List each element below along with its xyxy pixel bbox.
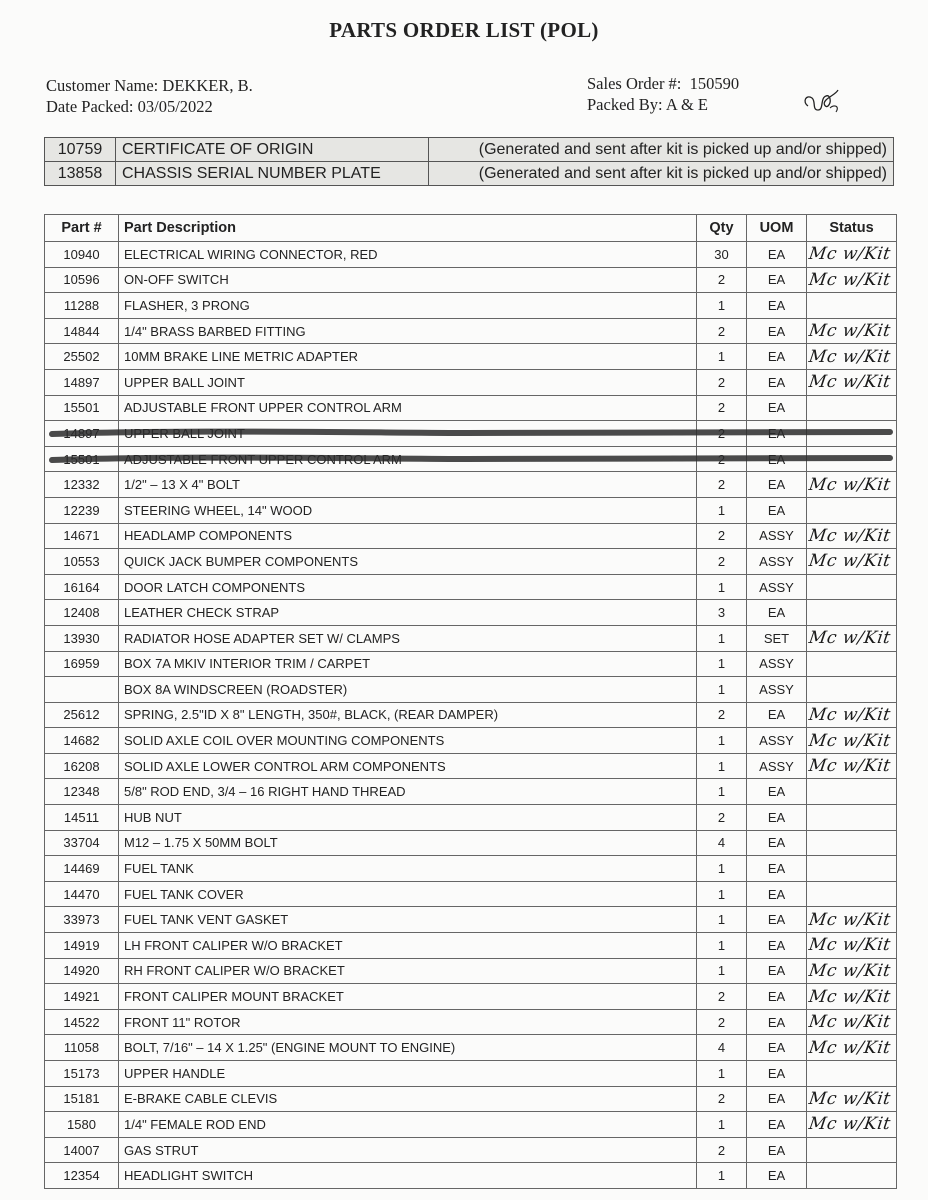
part-number-cell: 14469 (45, 856, 119, 882)
status-cell (807, 242, 897, 268)
table-row (45, 293, 897, 319)
unit-of-measure-cell: ASSY (747, 549, 807, 575)
quantity-cell: 1 (697, 344, 747, 370)
quantity-cell: 1 (697, 625, 747, 651)
part-description-cell: UPPER BALL JOINT (119, 369, 697, 395)
sales-order-label: Sales Order #: (587, 74, 682, 93)
col-header-qty: Qty (697, 215, 747, 242)
unit-of-measure-cell: EA (747, 344, 807, 370)
quantity-cell: 1 (697, 497, 747, 523)
handwritten-status: Mc w/Kit (807, 1114, 892, 1135)
unit-of-measure-cell: EA (747, 318, 807, 344)
table-row (45, 1163, 897, 1189)
unit-of-measure-cell: EA (747, 958, 807, 984)
unit-of-measure-cell: ASSY (747, 728, 807, 754)
unit-of-measure-cell: EA (747, 1061, 807, 1087)
part-number-cell: 10596 (45, 267, 119, 293)
unit-of-measure-cell: EA (747, 779, 807, 805)
status-cell (807, 753, 897, 779)
table-row (45, 1035, 897, 1061)
status-cell (807, 1061, 897, 1087)
customer-name-value: DEKKER, B. (162, 76, 253, 95)
unit-of-measure-cell: EA (747, 446, 807, 472)
part-number-cell: 12239 (45, 497, 119, 523)
status-cell (807, 369, 897, 395)
document-description: CERTIFICATE OF ORIGIN (116, 138, 429, 162)
quantity-cell: 2 (697, 805, 747, 831)
quantity-cell: 2 (697, 984, 747, 1010)
quantity-cell: 3 (697, 600, 747, 626)
table-row (45, 779, 897, 805)
part-number-cell: 14897 (45, 369, 119, 395)
unit-of-measure-cell: SET (747, 625, 807, 651)
unit-of-measure-cell: EA (747, 395, 807, 421)
status-cell (807, 984, 897, 1010)
status-cell (807, 933, 897, 959)
customer-name-label: Customer Name: (46, 76, 159, 95)
unit-of-measure-cell: EA (747, 1009, 807, 1035)
status-cell (807, 805, 897, 831)
handwritten-status: Mc w/Kit (807, 935, 892, 956)
quantity-cell: 1 (697, 958, 747, 984)
handwritten-status: Mc w/Kit (807, 244, 892, 265)
status-cell (807, 523, 897, 549)
unit-of-measure-cell: EA (747, 830, 807, 856)
part-number-cell: 15181 (45, 1086, 119, 1112)
part-description-cell: ELECTRICAL WIRING CONNECTOR, RED (119, 242, 697, 268)
part-description-cell: FRONT CALIPER MOUNT BRACKET (119, 984, 697, 1010)
part-number-cell: 14682 (45, 728, 119, 754)
table-row (45, 625, 897, 651)
quantity-cell: 2 (697, 1137, 747, 1163)
handwritten-status: Mc w/Kit (807, 346, 892, 367)
status-cell (807, 1137, 897, 1163)
status-cell (807, 293, 897, 319)
status-cell (807, 472, 897, 498)
quantity-cell: 1 (697, 1061, 747, 1087)
col-header-description: Part Description (119, 215, 697, 242)
order-info (587, 73, 739, 115)
document-note: (Generated and sent after kit is picked up and/or shipped) (429, 162, 894, 186)
quantity-cell: 30 (697, 242, 747, 268)
unit-of-measure-cell: ASSY (747, 523, 807, 549)
handwritten-status: Mc w/Kit (807, 628, 892, 649)
quantity-cell: 2 (697, 702, 747, 728)
part-description-cell: FUEL TANK COVER (119, 881, 697, 907)
part-description-cell: 1/4" FEMALE ROD END (119, 1112, 697, 1138)
document-part-number: 13858 (45, 162, 116, 186)
part-number-cell: 25612 (45, 702, 119, 728)
part-number-cell: 25502 (45, 344, 119, 370)
document-part-number: 10759 (45, 138, 116, 162)
part-description-cell: SOLID AXLE COIL OVER MOUNTING COMPONENTS (119, 728, 697, 754)
handwritten-status: Mc w/Kit (807, 551, 892, 572)
sales-order-value: 150590 (689, 74, 740, 93)
table-row (45, 933, 897, 959)
unit-of-measure-cell: EA (747, 1163, 807, 1189)
part-description-cell: ADJUSTABLE FRONT UPPER CONTROL ARM (119, 446, 697, 472)
part-number-cell: 16208 (45, 753, 119, 779)
part-description-cell: E-BRAKE CABLE CLEVIS (119, 1086, 697, 1112)
handwritten-status: Mc w/Kit (807, 986, 892, 1007)
unit-of-measure-cell: EA (747, 702, 807, 728)
handwritten-status: Mc w/Kit (807, 269, 892, 290)
table-row (45, 753, 897, 779)
status-cell (807, 267, 897, 293)
table-row (45, 805, 897, 831)
table-row (45, 984, 897, 1010)
document-row (45, 138, 894, 162)
table-row (45, 728, 897, 754)
handwritten-status: Mc w/Kit (807, 525, 892, 546)
table-row (45, 958, 897, 984)
part-number-cell: 11288 (45, 293, 119, 319)
unit-of-measure-cell: ASSY (747, 651, 807, 677)
col-header-part: Part # (45, 215, 119, 242)
status-cell (807, 958, 897, 984)
unit-of-measure-cell: EA (747, 805, 807, 831)
document-description: CHASSIS SERIAL NUMBER PLATE (116, 162, 429, 186)
quantity-cell: 1 (697, 881, 747, 907)
table-row (45, 369, 897, 395)
part-number-cell: 14007 (45, 1137, 119, 1163)
unit-of-measure-cell: ASSY (747, 753, 807, 779)
part-description-cell: UPPER HANDLE (119, 1061, 697, 1087)
part-number-cell: 14897 (45, 421, 119, 447)
table-row (45, 318, 897, 344)
table-row (45, 677, 897, 703)
status-cell (807, 574, 897, 600)
status-cell (807, 600, 897, 626)
part-description-cell: 5/8" ROD END, 3/4 – 16 RIGHT HAND THREAD (119, 779, 697, 805)
part-description-cell: SOLID AXLE LOWER CONTROL ARM COMPONENTS (119, 753, 697, 779)
quantity-cell: 2 (697, 395, 747, 421)
table-row (45, 651, 897, 677)
status-cell (807, 549, 897, 575)
unit-of-measure-cell: EA (747, 293, 807, 319)
part-description-cell: GAS STRUT (119, 1137, 697, 1163)
handwritten-status: Mc w/Kit (807, 474, 892, 495)
part-number-cell: 14919 (45, 933, 119, 959)
part-description-cell: HUB NUT (119, 805, 697, 831)
quantity-cell: 1 (697, 293, 747, 319)
part-description-cell: 1/2" – 13 X 4" BOLT (119, 472, 697, 498)
status-cell (807, 318, 897, 344)
table-row (45, 1009, 897, 1035)
table-row (45, 242, 897, 268)
status-cell (807, 677, 897, 703)
status-cell (807, 702, 897, 728)
handwritten-status: Mc w/Kit (807, 1037, 892, 1058)
quantity-cell: 1 (697, 856, 747, 882)
part-number-cell: 14921 (45, 984, 119, 1010)
page-title: PARTS ORDER LIST (POL) (329, 18, 599, 42)
packed-by-value: A & E (665, 95, 709, 114)
parts-header-row (45, 215, 897, 242)
unit-of-measure-cell: EA (747, 369, 807, 395)
part-number-cell: 12332 (45, 472, 119, 498)
part-description-cell: LH FRONT CALIPER W/O BRACKET (119, 933, 697, 959)
part-number-cell: 14671 (45, 523, 119, 549)
date-packed-value: 03/05/2022 (137, 97, 213, 116)
status-cell (807, 1086, 897, 1112)
quantity-cell: 1 (697, 933, 747, 959)
quantity-cell: 4 (697, 830, 747, 856)
part-number-cell: 13930 (45, 625, 119, 651)
table-row (45, 1112, 897, 1138)
unit-of-measure-cell: EA (747, 600, 807, 626)
part-description-cell: BOX 7A MKIV INTERIOR TRIM / CARPET (119, 651, 697, 677)
handwritten-status: Mc w/Kit (807, 372, 892, 393)
part-description-cell: LEATHER CHECK STRAP (119, 600, 697, 626)
part-number-cell: 12408 (45, 600, 119, 626)
quantity-cell: 1 (697, 677, 747, 703)
status-cell (807, 625, 897, 651)
part-number-cell: 15501 (45, 395, 119, 421)
col-header-uom: UOM (747, 215, 807, 242)
part-description-cell: STEERING WHEEL, 14" WOOD (119, 497, 697, 523)
table-row-struck (45, 446, 897, 472)
part-description-cell: BOLT, 7/16" – 14 X 1.25" (ENGINE MOUNT TO ENGINE) (119, 1035, 697, 1061)
table-row (45, 907, 897, 933)
handwritten-status: Mc w/Kit (807, 756, 892, 777)
part-number-cell: 14920 (45, 958, 119, 984)
status-cell (807, 1163, 897, 1189)
part-number-cell: 12348 (45, 779, 119, 805)
unit-of-measure-cell: EA (747, 1112, 807, 1138)
table-row (45, 600, 897, 626)
quantity-cell: 2 (697, 549, 747, 575)
document-row (45, 162, 894, 186)
status-cell (807, 344, 897, 370)
handwritten-status: Mc w/Kit (807, 321, 892, 342)
part-number-cell: 16959 (45, 651, 119, 677)
status-cell (807, 830, 897, 856)
part-number-cell: 14470 (45, 881, 119, 907)
quantity-cell: 2 (697, 369, 747, 395)
status-cell (807, 779, 897, 805)
quantity-cell: 1 (697, 728, 747, 754)
quantity-cell: 1 (697, 1163, 747, 1189)
part-number-cell: 33973 (45, 907, 119, 933)
unit-of-measure-cell: EA (747, 933, 807, 959)
part-description-cell: 1/4" BRASS BARBED FITTING (119, 318, 697, 344)
unit-of-measure-cell: EA (747, 1137, 807, 1163)
handwritten-status: Mc w/Kit (807, 704, 892, 725)
part-description-cell: QUICK JACK BUMPER COMPONENTS (119, 549, 697, 575)
document-note: (Generated and sent after kit is picked up and/or shipped) (429, 138, 894, 162)
quantity-cell: 1 (697, 574, 747, 600)
quantity-cell: 1 (697, 907, 747, 933)
documents-table (44, 137, 894, 186)
quantity-cell: 2 (697, 472, 747, 498)
quantity-cell: 4 (697, 1035, 747, 1061)
part-description-cell: FUEL TANK VENT GASKET (119, 907, 697, 933)
handwritten-status: Mc w/Kit (807, 1012, 892, 1033)
table-row (45, 267, 897, 293)
handwritten-initials-icon (800, 84, 844, 118)
part-description-cell: HEADLAMP COMPONENTS (119, 523, 697, 549)
part-number-cell (45, 677, 119, 703)
unit-of-measure-cell: EA (747, 421, 807, 447)
status-cell (807, 856, 897, 882)
table-row (45, 497, 897, 523)
status-cell (807, 1035, 897, 1061)
unit-of-measure-cell: EA (747, 1035, 807, 1061)
status-cell (807, 728, 897, 754)
part-description-cell: UPPER BALL JOINT (119, 421, 697, 447)
part-description-cell: FLASHER, 3 PRONG (119, 293, 697, 319)
status-cell (807, 446, 897, 472)
table-row (45, 395, 897, 421)
quantity-cell: 1 (697, 651, 747, 677)
status-cell (807, 497, 897, 523)
part-description-cell: ADJUSTABLE FRONT UPPER CONTROL ARM (119, 395, 697, 421)
quantity-cell: 2 (697, 318, 747, 344)
table-row (45, 472, 897, 498)
table-row (45, 702, 897, 728)
table-row (45, 549, 897, 575)
handwritten-status: Mc w/Kit (807, 1088, 892, 1109)
status-cell (807, 881, 897, 907)
table-row (45, 523, 897, 549)
table-row (45, 1137, 897, 1163)
part-description-cell: M12 – 1.75 X 50MM BOLT (119, 830, 697, 856)
table-row (45, 344, 897, 370)
part-description-cell: ON-OFF SWITCH (119, 267, 697, 293)
part-number-cell: 15173 (45, 1061, 119, 1087)
part-description-cell: 10MM BRAKE LINE METRIC ADAPTER (119, 344, 697, 370)
handwritten-status: Mc w/Kit (807, 909, 892, 930)
part-description-cell: BOX 8A WINDSCREEN (ROADSTER) (119, 677, 697, 703)
unit-of-measure-cell: EA (747, 497, 807, 523)
handwritten-status: Mc w/Kit (807, 960, 892, 981)
part-description-cell: FRONT 11" ROTOR (119, 1009, 697, 1035)
table-row (45, 574, 897, 600)
unit-of-measure-cell: EA (747, 907, 807, 933)
unit-of-measure-cell: EA (747, 267, 807, 293)
quantity-cell: 2 (697, 1086, 747, 1112)
unit-of-measure-cell: EA (747, 472, 807, 498)
table-row (45, 881, 897, 907)
date-packed-label: Date Packed: (46, 97, 134, 116)
quantity-cell: 2 (697, 267, 747, 293)
part-description-cell: RH FRONT CALIPER W/O BRACKET (119, 958, 697, 984)
parts-table (44, 214, 897, 1189)
table-row (45, 856, 897, 882)
quantity-cell: 2 (697, 523, 747, 549)
part-number-cell: 1580 (45, 1112, 119, 1138)
status-cell (807, 421, 897, 447)
part-number-cell: 11058 (45, 1035, 119, 1061)
unit-of-measure-cell: EA (747, 856, 807, 882)
part-number-cell: 16164 (45, 574, 119, 600)
quantity-cell: 2 (697, 421, 747, 447)
part-description-cell: SPRING, 2.5"ID X 8" LENGTH, 350#, BLACK, (REAR DAMPER) (119, 702, 697, 728)
part-description-cell: FUEL TANK (119, 856, 697, 882)
part-number-cell: 10940 (45, 242, 119, 268)
quantity-cell: 1 (697, 753, 747, 779)
part-description-cell: HEADLIGHT SWITCH (119, 1163, 697, 1189)
status-cell (807, 395, 897, 421)
part-description-cell: DOOR LATCH COMPONENTS (119, 574, 697, 600)
part-number-cell: 12354 (45, 1163, 119, 1189)
customer-info (46, 75, 253, 117)
quantity-cell: 2 (697, 446, 747, 472)
unit-of-measure-cell: EA (747, 1086, 807, 1112)
quantity-cell: 1 (697, 1112, 747, 1138)
status-cell (807, 1112, 897, 1138)
status-cell (807, 907, 897, 933)
packed-by-label: Packed By: (587, 95, 663, 114)
quantity-cell: 2 (697, 1009, 747, 1035)
col-header-status: Status (807, 215, 897, 242)
part-description-cell: RADIATOR HOSE ADAPTER SET W/ CLAMPS (119, 625, 697, 651)
unit-of-measure-cell: EA (747, 984, 807, 1010)
status-cell (807, 651, 897, 677)
table-row (45, 830, 897, 856)
unit-of-measure-cell: ASSY (747, 677, 807, 703)
part-number-cell: 14844 (45, 318, 119, 344)
unit-of-measure-cell: EA (747, 881, 807, 907)
part-number-cell: 15501 (45, 446, 119, 472)
part-number-cell: 33704 (45, 830, 119, 856)
status-cell (807, 1009, 897, 1035)
table-row (45, 1061, 897, 1087)
part-number-cell: 14522 (45, 1009, 119, 1035)
handwritten-status: Mc w/Kit (807, 730, 892, 751)
table-row (45, 1086, 897, 1112)
table-row-struck (45, 421, 897, 447)
part-number-cell: 14511 (45, 805, 119, 831)
unit-of-measure-cell: ASSY (747, 574, 807, 600)
unit-of-measure-cell: EA (747, 242, 807, 268)
quantity-cell: 1 (697, 779, 747, 805)
part-number-cell: 10553 (45, 549, 119, 575)
